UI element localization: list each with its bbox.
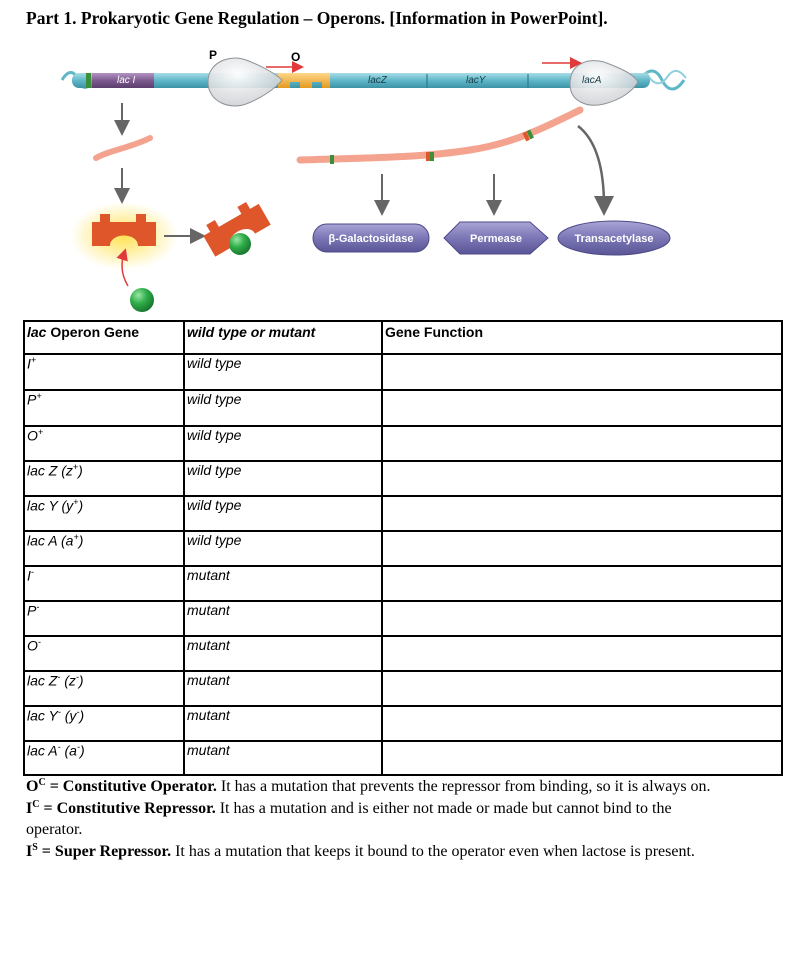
function-cell[interactable] <box>382 671 782 706</box>
gene-cell: lac Y (y+) <box>24 496 184 531</box>
function-cell[interactable] <box>382 741 782 775</box>
status-cell: mutant <box>184 636 382 671</box>
operator-label: O <box>291 50 301 64</box>
note-super-repressor: $I^S$ = Super Repressor. It has a mutation that keeps it bound to the operator even when lactose is present. <box>26 841 695 860</box>
table-row <box>24 354 782 390</box>
free-inducer <box>130 288 154 312</box>
promoter-label: P <box>209 48 218 62</box>
lacY-label: lacY <box>466 75 486 86</box>
function-cell[interactable] <box>382 531 782 566</box>
polycistronic-mrna <box>300 110 580 160</box>
status-cell: mutant <box>184 671 382 706</box>
status-cell: mutant <box>184 741 382 775</box>
laci-mrna <box>96 138 150 158</box>
table-row <box>24 601 782 636</box>
table-row <box>24 671 782 706</box>
gene-cell: O+ <box>24 426 184 461</box>
table-row <box>24 390 782 426</box>
transacetylase-label: Transacetylase <box>574 233 654 245</box>
lacA-label: lacA <box>582 75 602 86</box>
lac-operon-diagram <box>0 0 796 320</box>
dna-strand <box>72 73 650 88</box>
function-cell[interactable] <box>382 426 782 461</box>
rna-polymerase-promoter <box>208 58 282 106</box>
table-row <box>24 531 782 566</box>
page-heading: Part 1. Prokaryotic Gene Regulation – Operons. [Information in PowerPoint]. <box>26 8 608 28</box>
rna-polymerase-laca <box>570 61 638 106</box>
table-header-row <box>24 321 782 354</box>
header-gene: lac Operon Gene <box>24 321 184 354</box>
function-cell[interactable] <box>382 390 782 426</box>
status-cell: wild type <box>184 496 382 531</box>
gene-cell: P- <box>24 601 184 636</box>
gene-cell: lac Z (z+) <box>24 461 184 496</box>
function-cell[interactable] <box>382 706 782 741</box>
function-cell[interactable] <box>382 601 782 636</box>
function-cell[interactable] <box>382 636 782 671</box>
header-status: wild type or mutant <box>184 321 382 354</box>
gene-cell: lac A- (a-) <box>24 741 184 775</box>
permease-label: Permease <box>470 233 522 245</box>
table-row <box>24 461 782 496</box>
lacZ-label: lacZ <box>368 75 387 86</box>
lac-operon-gene-table <box>23 320 783 776</box>
beta-galactosidase-label: β-Galactosidase <box>328 233 414 245</box>
lacI-label: lac I <box>117 75 136 86</box>
status-cell: wild type <box>184 531 382 566</box>
function-cell[interactable] <box>382 566 782 601</box>
gene-cell: lac Z- (z-) <box>24 671 184 706</box>
gene-cell: lac A (a+) <box>24 531 184 566</box>
note-constitutive-repressor: $I^C$ = Constitutive Repressor. It has a mutation and is either not made or made but cannot bind to the operator. <box>26 798 672 838</box>
function-cell[interactable] <box>382 461 782 496</box>
table-row <box>24 566 782 601</box>
gene-cell: I- <box>24 566 184 601</box>
bound-inducer <box>229 233 251 255</box>
status-cell: mutant <box>184 601 382 636</box>
laca-translation-arrow <box>578 126 604 206</box>
notes-section <box>26 776 726 862</box>
gene-cell: I+ <box>24 354 184 390</box>
gene-cell: O- <box>24 636 184 671</box>
note-constitutive-operator: $O^C$ = Constitutive Operator. It has a mutation that prevents the repressor from binding, so it is always on. <box>26 777 711 795</box>
status-cell: mutant <box>184 566 382 601</box>
gene-cell: lac Y- (y-) <box>24 706 184 741</box>
function-cell[interactable] <box>382 496 782 531</box>
status-cell: mutant <box>184 706 382 741</box>
table-row <box>24 741 782 775</box>
table-row <box>24 636 782 671</box>
status-cell: wild type <box>184 426 382 461</box>
operator-region <box>278 73 330 88</box>
status-cell: wild type <box>184 390 382 426</box>
table-row <box>24 496 782 531</box>
header-function: Gene Function <box>382 321 782 354</box>
status-cell: wild type <box>184 354 382 390</box>
table-row <box>24 426 782 461</box>
gene-cell: P+ <box>24 390 184 426</box>
function-cell[interactable] <box>382 354 782 390</box>
status-cell: wild type <box>184 461 382 496</box>
table-row <box>24 706 782 741</box>
